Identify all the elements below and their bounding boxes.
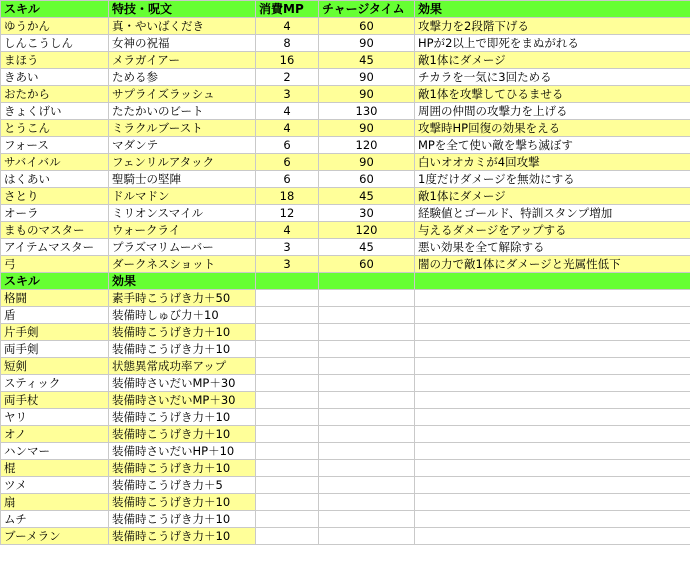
skill-cell[interactable]: とうこん (1, 120, 109, 137)
table-row (1, 69, 690, 86)
mp-cell[interactable]: 4 (256, 120, 319, 137)
table-row (1, 358, 690, 375)
skill-cell[interactable]: 短剣 (1, 358, 109, 375)
empty-cell[interactable] (256, 409, 319, 426)
table-row (1, 86, 690, 103)
effect-cell[interactable]: 攻撃時HP回復の効果をえる (415, 120, 690, 137)
skill-cell[interactable]: 両手剣 (1, 341, 109, 358)
table-row (1, 409, 690, 426)
effect-cell[interactable]: 装備時さいだいMP＋30 (109, 392, 256, 409)
empty-cell[interactable] (256, 307, 319, 324)
empty-cell[interactable] (319, 392, 415, 409)
empty-cell[interactable] (256, 528, 319, 545)
move-cell[interactable]: 女神の祝福 (109, 35, 256, 52)
header-mp[interactable]: 消費MP (256, 1, 319, 18)
empty-cell[interactable] (415, 443, 690, 460)
effect-cell[interactable]: 1度だけダメージを無効にする (415, 171, 690, 188)
empty-cell[interactable] (256, 290, 319, 307)
header-charge[interactable]: チャージタイム (319, 1, 415, 18)
skill-cell[interactable]: ヤリ (1, 409, 109, 426)
move-cell[interactable]: ミリオンスマイル (109, 205, 256, 222)
table-row (1, 460, 690, 477)
header-skill[interactable]: スキル (1, 1, 109, 18)
empty-cell[interactable] (256, 426, 319, 443)
empty-cell[interactable] (415, 307, 690, 324)
effect-cell[interactable]: 敵1体にダメージ (415, 52, 690, 69)
empty-cell[interactable] (319, 409, 415, 426)
table-row (1, 171, 690, 188)
table-row (1, 239, 690, 256)
skill-cell[interactable]: ブーメラン (1, 528, 109, 545)
empty-cell[interactable] (256, 341, 319, 358)
charge-cell[interactable]: 130 (319, 103, 415, 120)
mp-cell[interactable]: 12 (256, 205, 319, 222)
effect-cell[interactable]: 装備時こうげき力＋10 (109, 460, 256, 477)
empty-cell[interactable] (319, 494, 415, 511)
skill-cell[interactable]: ハンマー (1, 443, 109, 460)
table-row (1, 52, 690, 69)
effect-cell[interactable]: 装備時しゅび力＋10 (109, 307, 256, 324)
empty-cell[interactable] (415, 477, 690, 494)
mp-cell[interactable]: 3 (256, 86, 319, 103)
effect-cell[interactable]: 素手時こうげき力＋50 (109, 290, 256, 307)
skill-cell[interactable]: まほう (1, 52, 109, 69)
effect-cell[interactable]: 装備時こうげき力＋5 (109, 477, 256, 494)
mp-cell[interactable]: 18 (256, 188, 319, 205)
empty-cell[interactable] (256, 358, 319, 375)
effect-cell[interactable]: チカラを一気に3回ためる (415, 69, 690, 86)
skill-cell[interactable]: はくあい (1, 171, 109, 188)
empty-cell[interactable] (256, 460, 319, 477)
move-cell[interactable]: ミラクルブースト (109, 120, 256, 137)
move-cell[interactable]: サプライズラッシュ (109, 86, 256, 103)
mp-cell[interactable]: 4 (256, 103, 319, 120)
empty-cell[interactable] (415, 392, 690, 409)
empty-cell[interactable] (415, 511, 690, 528)
mp-cell[interactable]: 6 (256, 171, 319, 188)
effect-cell[interactable]: HPが2以上で即死をまぬがれる (415, 35, 690, 52)
skill-cell[interactable]: 両手杖 (1, 392, 109, 409)
table-row (1, 324, 690, 341)
effect-cell[interactable]: 装備時こうげき力＋10 (109, 409, 256, 426)
table-row (1, 375, 690, 392)
effect-cell[interactable]: 装備時こうげき力＋10 (109, 341, 256, 358)
mp-cell[interactable]: 6 (256, 137, 319, 154)
empty-cell[interactable] (319, 273, 415, 290)
empty-cell[interactable] (319, 511, 415, 528)
charge-cell[interactable]: 60 (319, 18, 415, 35)
skill-cell[interactable]: アイテムマスター (1, 239, 109, 256)
table-row (1, 392, 690, 409)
effect-cell[interactable]: 装備時こうげき力＋10 (109, 324, 256, 341)
table1-header-row (1, 1, 690, 18)
empty-cell[interactable] (256, 477, 319, 494)
move-cell[interactable]: ためる参 (109, 69, 256, 86)
table-row (1, 137, 690, 154)
skill-cell[interactable]: ゆうかん (1, 18, 109, 35)
empty-cell[interactable] (415, 273, 690, 290)
skill-cell[interactable]: サバイバル (1, 154, 109, 171)
empty-cell[interactable] (415, 409, 690, 426)
effect-cell[interactable]: 攻撃力を2段階下げる (415, 18, 690, 35)
empty-cell[interactable] (319, 477, 415, 494)
table2-header-row (1, 273, 690, 290)
move-cell[interactable]: ウォークライ (109, 222, 256, 239)
charge-cell[interactable]: 120 (319, 222, 415, 239)
skill-cell[interactable]: フォース (1, 137, 109, 154)
empty-cell[interactable] (256, 392, 319, 409)
move-cell[interactable]: プラズマリムーバー (109, 239, 256, 256)
empty-cell[interactable] (256, 375, 319, 392)
skill-cell[interactable]: 片手剣 (1, 324, 109, 341)
empty-cell[interactable] (319, 528, 415, 545)
empty-cell[interactable] (319, 358, 415, 375)
table-row (1, 188, 690, 205)
empty-cell[interactable] (319, 443, 415, 460)
effect-cell[interactable]: 敵1体を攻撃してひるませる (415, 86, 690, 103)
empty-cell[interactable] (319, 341, 415, 358)
empty-cell[interactable] (415, 375, 690, 392)
skill-cell[interactable]: 格闘 (1, 290, 109, 307)
skill-cell[interactable]: オーラ (1, 205, 109, 222)
table-row (1, 290, 690, 307)
table-row (1, 511, 690, 528)
effect-cell[interactable]: 装備時こうげき力＋10 (109, 528, 256, 545)
effect-cell[interactable]: 与えるダメージをアップする (415, 222, 690, 239)
skill-cell[interactable]: さとり (1, 188, 109, 205)
charge-cell[interactable]: 120 (319, 137, 415, 154)
table-row (1, 18, 690, 35)
effect-cell[interactable]: 悪い効果を全て解除する (415, 239, 690, 256)
move-cell[interactable]: フェンリルアタック (109, 154, 256, 171)
empty-cell[interactable] (415, 341, 690, 358)
mp-cell[interactable]: 8 (256, 35, 319, 52)
table-row (1, 528, 690, 545)
mp-cell[interactable]: 3 (256, 256, 319, 273)
charge-cell[interactable]: 90 (319, 120, 415, 137)
empty-cell[interactable] (319, 426, 415, 443)
effect-cell[interactable]: 装備時さいだいHP＋10 (109, 443, 256, 460)
mp-cell[interactable]: 16 (256, 52, 319, 69)
effect-cell[interactable]: 装備時こうげき力＋10 (109, 426, 256, 443)
empty-cell[interactable] (319, 324, 415, 341)
skill-cell[interactable]: ムチ (1, 511, 109, 528)
effect-cell[interactable]: 装備時こうげき力＋10 (109, 494, 256, 511)
table-row (1, 426, 690, 443)
empty-cell[interactable] (319, 307, 415, 324)
empty-cell[interactable] (319, 375, 415, 392)
skill-cell[interactable]: 弓 (1, 256, 109, 273)
table-row (1, 205, 690, 222)
move-cell[interactable]: たたかいのビート (109, 103, 256, 120)
header-effect[interactable]: 効果 (109, 273, 256, 290)
table-row (1, 222, 690, 239)
mp-cell[interactable]: 6 (256, 154, 319, 171)
empty-cell[interactable] (415, 358, 690, 375)
skill-cell[interactable]: 扇 (1, 494, 109, 511)
table-row (1, 103, 690, 120)
charge-cell[interactable]: 90 (319, 35, 415, 52)
skill-cell[interactable]: 盾 (1, 307, 109, 324)
empty-cell[interactable] (415, 324, 690, 341)
sheet-body (1, 1, 690, 545)
empty-cell[interactable] (415, 460, 690, 477)
effect-cell[interactable]: 周囲の仲間の攻撃力を上げる (415, 103, 690, 120)
empty-cell[interactable] (256, 511, 319, 528)
skill-cell[interactable]: 棍 (1, 460, 109, 477)
table-row (1, 443, 690, 460)
mp-cell[interactable]: 3 (256, 239, 319, 256)
move-cell[interactable]: 聖騎士の堅陣 (109, 171, 256, 188)
effect-cell[interactable]: 闇の力で敵1体にダメージと光属性低下 (415, 256, 690, 273)
effect-cell[interactable]: 敵1体にダメージ (415, 188, 690, 205)
effect-cell[interactable]: 状態異常成功率アップ (109, 358, 256, 375)
skill-cell[interactable]: ツメ (1, 477, 109, 494)
skill-cell[interactable]: オノ (1, 426, 109, 443)
table-row (1, 256, 690, 273)
empty-cell[interactable] (256, 443, 319, 460)
header-skill[interactable]: スキル (1, 273, 109, 290)
effect-cell[interactable]: 白いオオカミが4回攻撃 (415, 154, 690, 171)
charge-cell[interactable]: 90 (319, 69, 415, 86)
skill-cell[interactable]: きあい (1, 69, 109, 86)
table-row (1, 35, 690, 52)
charge-cell[interactable]: 60 (319, 171, 415, 188)
header-effect[interactable]: 効果 (415, 1, 690, 18)
move-cell[interactable]: 真・やいばくだき (109, 18, 256, 35)
empty-cell[interactable] (415, 528, 690, 545)
empty-cell[interactable] (415, 494, 690, 511)
charge-cell[interactable]: 30 (319, 205, 415, 222)
table-row (1, 307, 690, 324)
mp-cell[interactable]: 4 (256, 222, 319, 239)
move-cell[interactable]: マダンテ (109, 137, 256, 154)
table-row (1, 494, 690, 511)
empty-cell[interactable] (319, 460, 415, 477)
table-row (1, 154, 690, 171)
charge-cell[interactable]: 45 (319, 52, 415, 69)
table-row (1, 477, 690, 494)
mp-cell[interactable]: 2 (256, 69, 319, 86)
effect-cell[interactable]: 装備時こうげき力＋10 (109, 511, 256, 528)
skill-cell[interactable]: おたから (1, 86, 109, 103)
effect-cell[interactable]: MPを全て使い敵を撃ち滅ぼす (415, 137, 690, 154)
skill-cell[interactable]: まものマスター (1, 222, 109, 239)
charge-cell[interactable]: 45 (319, 188, 415, 205)
empty-cell[interactable] (256, 324, 319, 341)
empty-cell[interactable] (415, 426, 690, 443)
empty-cell[interactable] (319, 290, 415, 307)
effect-cell[interactable]: 装備時さいだいMP＋30 (109, 375, 256, 392)
move-cell[interactable]: メラガイアー (109, 52, 256, 69)
header-move[interactable]: 特技・呪文 (109, 1, 256, 18)
charge-cell[interactable]: 45 (319, 239, 415, 256)
charge-cell[interactable]: 60 (319, 256, 415, 273)
skill-cell[interactable]: しんこうしん (1, 35, 109, 52)
table-row (1, 120, 690, 137)
mp-cell[interactable]: 4 (256, 18, 319, 35)
empty-cell[interactable] (256, 273, 319, 290)
skill-cell[interactable]: きょくげい (1, 103, 109, 120)
empty-cell[interactable] (415, 290, 690, 307)
table-row (1, 341, 690, 358)
empty-cell[interactable] (256, 494, 319, 511)
skill-cell[interactable]: スティック (1, 375, 109, 392)
charge-cell[interactable]: 90 (319, 86, 415, 103)
move-cell[interactable]: ドルマドン (109, 188, 256, 205)
charge-cell[interactable]: 90 (319, 154, 415, 171)
effect-cell[interactable]: 経験値とゴールド、特訓スタンプ増加 (415, 205, 690, 222)
move-cell[interactable]: ダークネスショット (109, 256, 256, 273)
